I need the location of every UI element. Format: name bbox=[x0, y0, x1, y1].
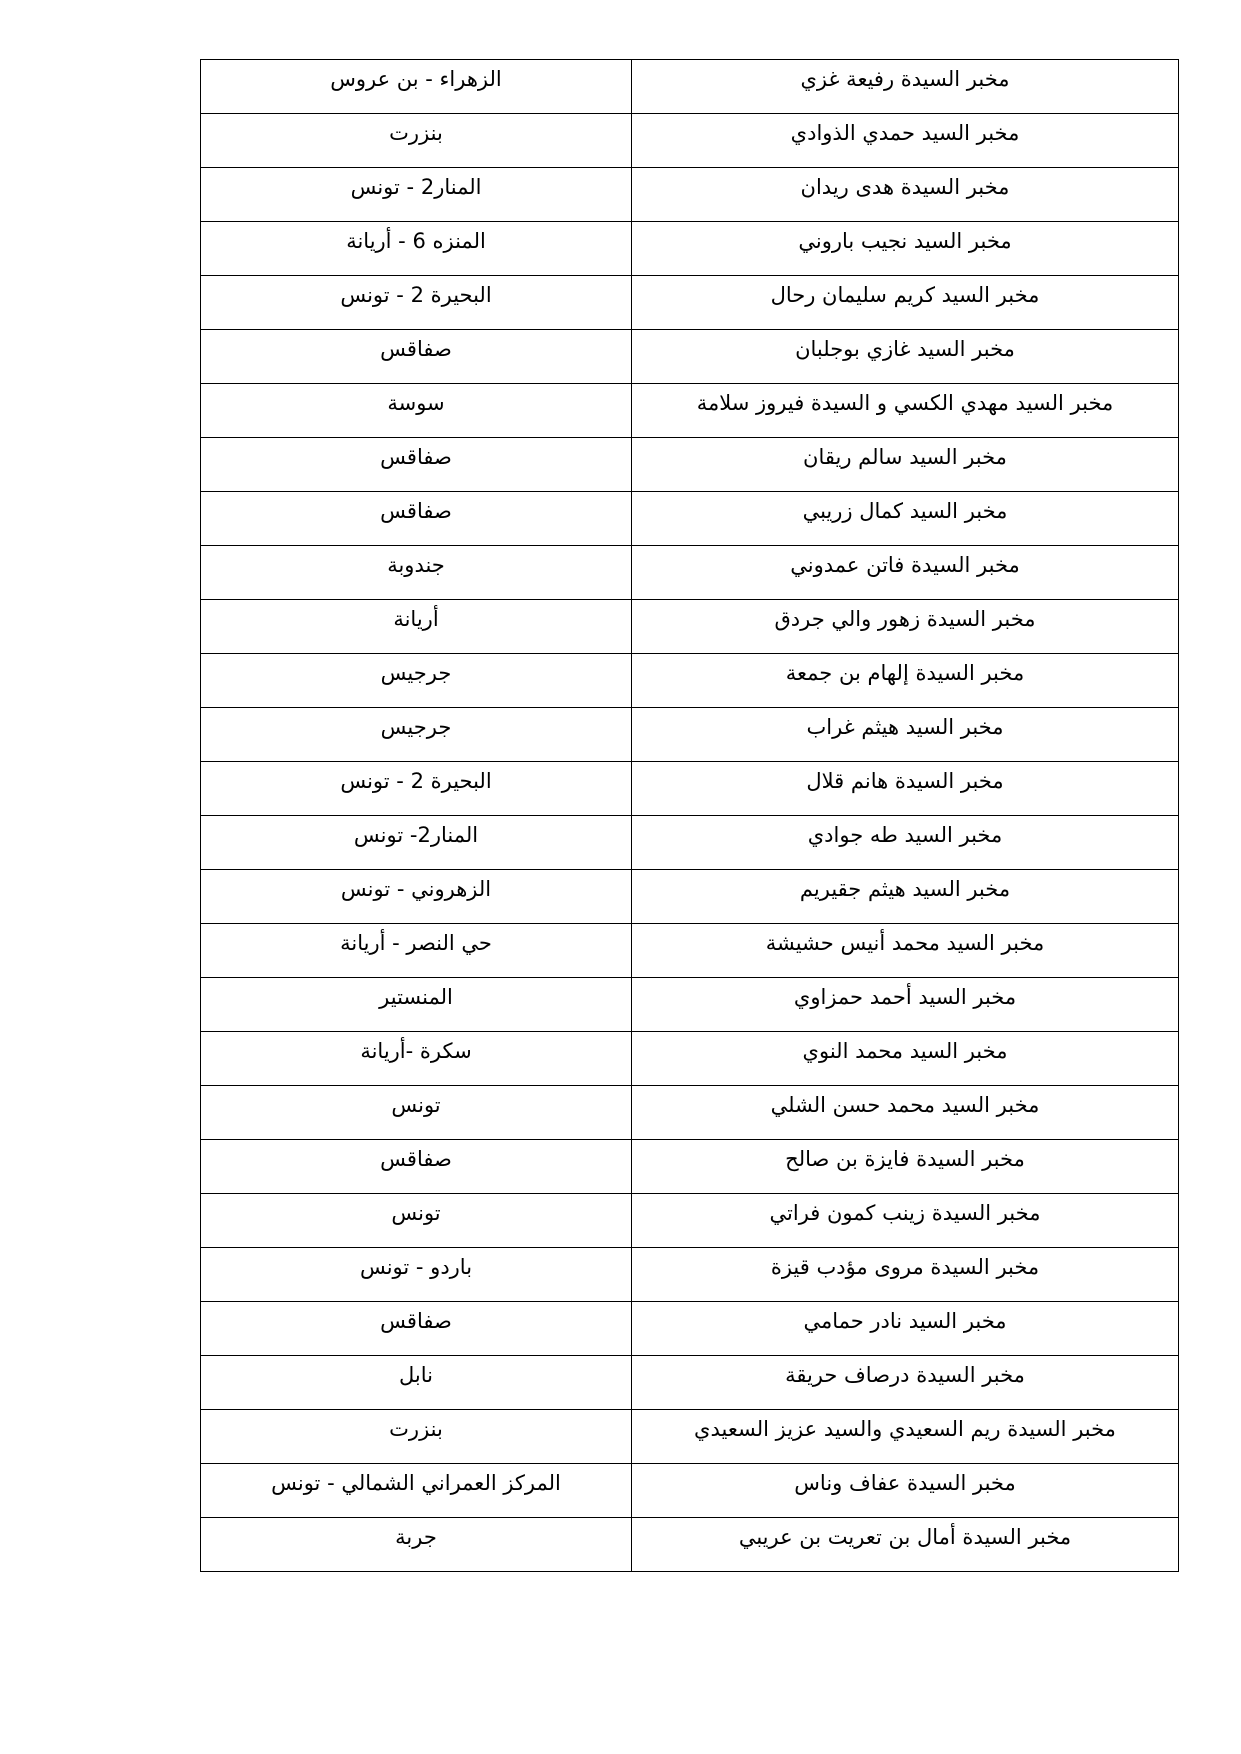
lab-name: مخبر السيدة هانم قلال bbox=[806, 769, 1004, 793]
lab-location: المنزه 6 - أريانة bbox=[346, 229, 486, 253]
table-row bbox=[201, 1518, 1179, 1572]
table-row bbox=[201, 60, 1179, 114]
lab-name: مخبر السيدة ريم السعيدي والسيد عزيز السعيدي bbox=[694, 1417, 1116, 1441]
lab-name: مخبر السيدة زينب كمون فراتي bbox=[769, 1201, 1041, 1225]
lab-name: مخبر السيد حمدي الذوادي bbox=[790, 121, 1020, 145]
lab-name-cell bbox=[632, 816, 1179, 870]
lab-location: سكرة -أريانة bbox=[360, 1039, 472, 1063]
table-row bbox=[201, 816, 1179, 870]
lab-location: جرجيس bbox=[380, 661, 452, 685]
table-row bbox=[201, 600, 1179, 654]
lab-name-cell bbox=[632, 168, 1179, 222]
lab-location-cell bbox=[201, 438, 632, 492]
lab-location-cell bbox=[201, 1464, 632, 1518]
lab-location-cell bbox=[201, 1032, 632, 1086]
table-row bbox=[201, 222, 1179, 276]
lab-location-cell bbox=[201, 546, 632, 600]
lab-location-cell bbox=[201, 1302, 632, 1356]
table-row bbox=[201, 1194, 1179, 1248]
lab-name-cell bbox=[632, 222, 1179, 276]
lab-name-cell bbox=[632, 1464, 1179, 1518]
table-row bbox=[201, 546, 1179, 600]
laboratories-table-body bbox=[201, 60, 1179, 1572]
table-row bbox=[201, 708, 1179, 762]
lab-name-cell bbox=[632, 1194, 1179, 1248]
lab-location: البحيرة 2 - تونس bbox=[340, 769, 492, 793]
table-row bbox=[201, 1140, 1179, 1194]
lab-location: الزهراء - بن عروس bbox=[330, 67, 502, 91]
lab-name-cell bbox=[632, 1032, 1179, 1086]
table-row bbox=[201, 978, 1179, 1032]
table-row bbox=[201, 1248, 1179, 1302]
lab-name-cell bbox=[632, 1302, 1179, 1356]
table-row bbox=[201, 924, 1179, 978]
table-row bbox=[201, 1032, 1179, 1086]
lab-location: صفاقس bbox=[380, 499, 452, 523]
lab-location: أريانة bbox=[393, 607, 439, 631]
table-row bbox=[201, 1410, 1179, 1464]
lab-name-cell bbox=[632, 1140, 1179, 1194]
lab-name: مخبر السيد كمال زريبي bbox=[802, 499, 1008, 523]
lab-name-cell bbox=[632, 1410, 1179, 1464]
lab-name: مخبر السيد نجيب باروني bbox=[798, 229, 1012, 253]
lab-name: مخبر السيد مهدي الكسي و السيدة فيروز سلامة bbox=[696, 391, 1114, 415]
lab-location: نابل bbox=[399, 1363, 433, 1387]
lab-location: المنار2- تونس bbox=[353, 823, 479, 847]
lab-name-cell bbox=[632, 546, 1179, 600]
lab-location-cell bbox=[201, 276, 632, 330]
lab-location-cell bbox=[201, 1410, 632, 1464]
lab-location-cell bbox=[201, 1518, 632, 1572]
lab-name-cell bbox=[632, 438, 1179, 492]
lab-location-cell bbox=[201, 168, 632, 222]
lab-location-cell bbox=[201, 1140, 632, 1194]
lab-name: مخبر السيدة رفيعة غزي bbox=[800, 67, 1010, 91]
lab-location-cell bbox=[201, 114, 632, 168]
table-row bbox=[201, 762, 1179, 816]
lab-name: مخبر السيد كريم سليمان رحال bbox=[770, 283, 1040, 307]
lab-name-cell bbox=[632, 600, 1179, 654]
lab-location: جرجيس bbox=[380, 715, 452, 739]
table-row bbox=[201, 654, 1179, 708]
table-row bbox=[201, 438, 1179, 492]
lab-name-cell bbox=[632, 762, 1179, 816]
lab-name: مخبر السيد محمد النوي bbox=[802, 1039, 1008, 1063]
table-row bbox=[201, 1464, 1179, 1518]
lab-name-cell bbox=[632, 1518, 1179, 1572]
lab-name: مخبر السيدة مروى مؤدب قيزة bbox=[770, 1255, 1040, 1279]
lab-location-cell bbox=[201, 222, 632, 276]
lab-location-cell bbox=[201, 60, 632, 114]
lab-name: مخبر السيد محمد حسن الشلي bbox=[770, 1093, 1040, 1117]
lab-location: تونس bbox=[391, 1093, 441, 1117]
lab-location-cell bbox=[201, 1356, 632, 1410]
lab-location: البحيرة 2 - تونس bbox=[340, 283, 492, 307]
table-row bbox=[201, 1086, 1179, 1140]
lab-name: مخبر السيدة عفاف وناس bbox=[794, 1471, 1016, 1495]
lab-name: مخبر السيد هيثم جقيريم bbox=[799, 877, 1011, 901]
lab-location: بنزرت bbox=[389, 1417, 443, 1441]
table-row bbox=[201, 870, 1179, 924]
lab-location: جندوبة bbox=[387, 553, 445, 577]
lab-location: صفاقس bbox=[380, 1147, 452, 1171]
lab-name-cell bbox=[632, 870, 1179, 924]
lab-location-cell bbox=[201, 978, 632, 1032]
lab-location: الزهروني - تونس bbox=[340, 877, 492, 901]
lab-name-cell bbox=[632, 924, 1179, 978]
lab-name-cell bbox=[632, 1356, 1179, 1410]
lab-location-cell bbox=[201, 654, 632, 708]
table-row bbox=[201, 114, 1179, 168]
lab-name-cell bbox=[632, 1086, 1179, 1140]
lab-location: المركز العمراني الشمالي - تونس bbox=[271, 1471, 561, 1495]
lab-name: مخبر السيدة أمال بن تعريت بن عريبي bbox=[738, 1525, 1072, 1549]
laboratories-table bbox=[200, 59, 1179, 1572]
lab-location: المنار2 - تونس bbox=[350, 175, 482, 199]
lab-name: مخبر السيد أحمد حمزاوي bbox=[793, 985, 1017, 1009]
lab-name: مخبر السيدة إلهام بن جمعة bbox=[785, 661, 1025, 685]
table-row bbox=[201, 168, 1179, 222]
lab-name: مخبر السيد غازي بوجلبان bbox=[795, 337, 1015, 361]
lab-name-cell bbox=[632, 492, 1179, 546]
lab-location-cell bbox=[201, 762, 632, 816]
lab-name: مخبر السيد طه جوادي bbox=[807, 823, 1003, 847]
lab-location: صفاقس bbox=[380, 337, 452, 361]
lab-location: باردو - تونس bbox=[359, 1255, 473, 1279]
lab-location-cell bbox=[201, 1248, 632, 1302]
lab-location: المنستير bbox=[379, 985, 453, 1009]
lab-location-cell bbox=[201, 816, 632, 870]
table-row bbox=[201, 1356, 1179, 1410]
lab-location-cell bbox=[201, 492, 632, 546]
lab-name: مخبر السيد محمد أنيس حشيشة bbox=[765, 931, 1045, 955]
lab-name-cell bbox=[632, 60, 1179, 114]
lab-name-cell bbox=[632, 330, 1179, 384]
lab-location-cell bbox=[201, 924, 632, 978]
lab-location-cell bbox=[201, 1086, 632, 1140]
table-row bbox=[201, 330, 1179, 384]
table-row bbox=[201, 384, 1179, 438]
lab-name-cell bbox=[632, 384, 1179, 438]
lab-name-cell bbox=[632, 978, 1179, 1032]
lab-location-cell bbox=[201, 600, 632, 654]
lab-location: بنزرت bbox=[389, 121, 443, 145]
lab-name-cell bbox=[632, 654, 1179, 708]
lab-location-cell bbox=[201, 708, 632, 762]
lab-name: مخبر السيد نادر حمامي bbox=[803, 1309, 1007, 1333]
lab-name-cell bbox=[632, 708, 1179, 762]
lab-location-cell bbox=[201, 330, 632, 384]
lab-name: مخبر السيدة درصاف حريقة bbox=[785, 1363, 1025, 1387]
lab-name: مخبر السيدة فاتن عمدوني bbox=[790, 553, 1020, 577]
table-row bbox=[201, 276, 1179, 330]
lab-name: مخبر السيدة زهور والي جردق bbox=[774, 607, 1036, 631]
lab-location-cell bbox=[201, 870, 632, 924]
lab-location: صفاقس bbox=[380, 445, 452, 469]
lab-location: سوسة bbox=[387, 391, 445, 415]
lab-location: تونس bbox=[391, 1201, 441, 1225]
lab-name: مخبر السيدة هدى ريدان bbox=[800, 175, 1010, 199]
table-row bbox=[201, 1302, 1179, 1356]
lab-name-cell bbox=[632, 1248, 1179, 1302]
lab-name: مخبر السيدة فايزة بن صالح bbox=[785, 1147, 1025, 1171]
lab-location: صفاقس bbox=[380, 1309, 452, 1333]
lab-name: مخبر السيد هيثم غراب bbox=[806, 715, 1004, 739]
lab-name-cell bbox=[632, 114, 1179, 168]
lab-name-cell bbox=[632, 276, 1179, 330]
lab-name: مخبر السيد سالم ريقان bbox=[803, 445, 1007, 469]
lab-location-cell bbox=[201, 1194, 632, 1248]
table-row bbox=[201, 492, 1179, 546]
lab-location-cell bbox=[201, 384, 632, 438]
lab-location: حي النصر - أريانة bbox=[340, 931, 492, 955]
lab-location: جربة bbox=[395, 1525, 437, 1549]
